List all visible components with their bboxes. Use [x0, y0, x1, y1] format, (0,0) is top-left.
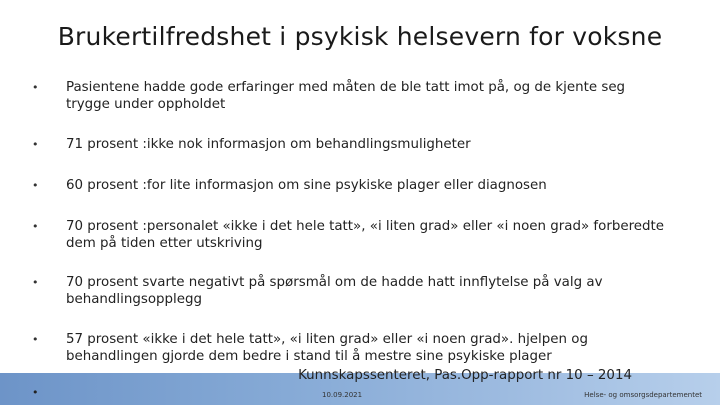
bullet-text: 71 prosent :ikke nok informasjon om behandlingsmuligheter: [66, 137, 471, 152]
source-citation: Kunnskapssenteret, Pas.Opp-rapport nr 10 – 2014: [298, 368, 632, 383]
bullet-text: 57 prosent «ikke i det hele tatt», «i liten grad» eller «i noen grad». hjelpen og behandlingen gjorde dem bedre i stand til å mestre sine psykiske plager: [66, 332, 588, 364]
slide-title: Brukertilfredshet i psykisk helsevern for voksne: [57, 22, 663, 51]
bullet-text: 70 prosent :personalet «ikke i det hele tatt», «i liten grad» eller «i noen grad» forberedte dem på tiden etter utskriving: [66, 219, 665, 251]
footer-date: 10.09.2021: [322, 391, 363, 399]
bullet-text: 60 prosent :for lite informasjon om sine psykiske plager eller diagnosen: [66, 178, 547, 193]
bullet-dot: •: [32, 138, 39, 151]
bullet-dot: •: [32, 81, 39, 94]
bullet-text: 70 prosent svarte negativt på spørsmål om de hadde hatt innflytelse på valg av behandlingsopplegg: [66, 275, 603, 307]
footer-department: Helse- og omsorgsdepartementet: [584, 391, 702, 399]
bullet-dot: •: [32, 179, 39, 192]
bullet-text: Pasientene hadde gode erfaringer med måten de ble tatt imot på, og de kjente seg trygge under oppholdet: [66, 80, 626, 112]
bullet-dot: •: [32, 333, 39, 346]
bullet-dot: •: [32, 386, 39, 399]
bullet-dot: •: [32, 220, 39, 233]
bullet-dot: •: [32, 276, 39, 289]
